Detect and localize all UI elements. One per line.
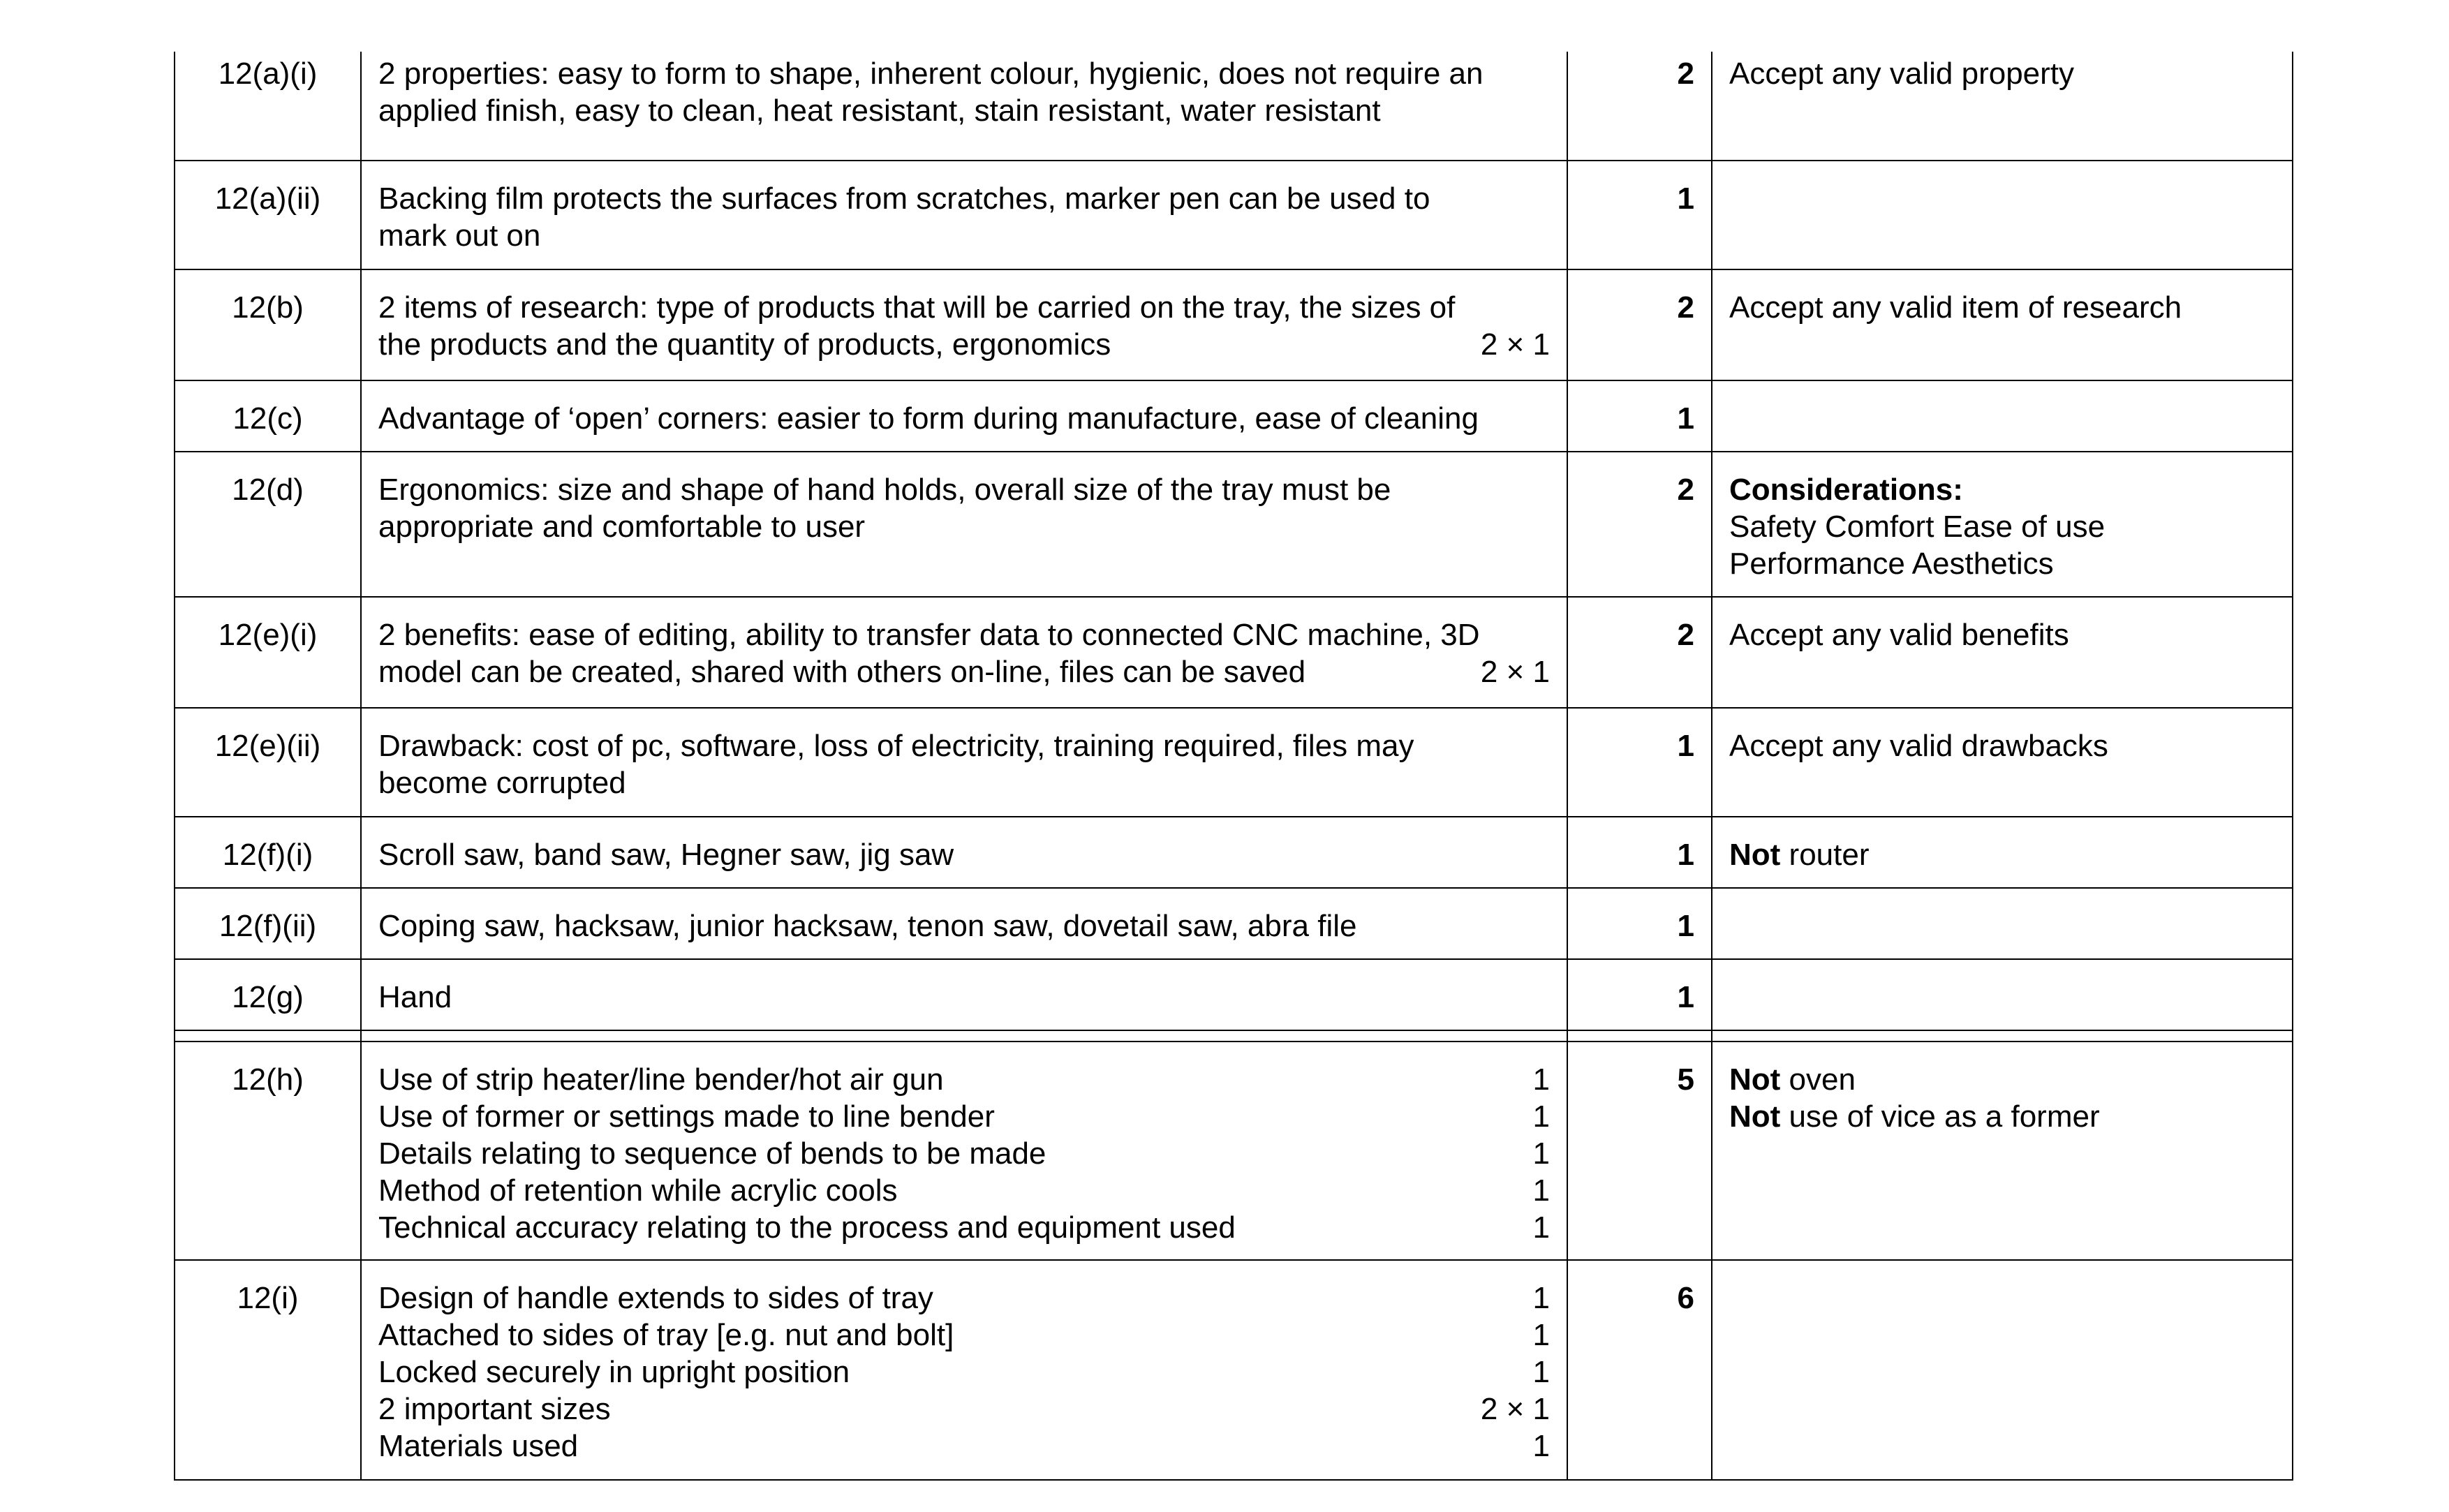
table-row: [175, 888, 2293, 959]
marks-value: 1: [1567, 708, 1712, 817]
guidance-line: [1729, 289, 2275, 326]
answer-points: 1: [1532, 1136, 1550, 1171]
table-row: [175, 1042, 2293, 1260]
guidance-emphasis: Not: [1729, 1099, 1781, 1134]
answer-cell: [361, 959, 1567, 1030]
answer-cell: [361, 161, 1567, 269]
table-row: [175, 269, 2293, 380]
answer-line: [378, 471, 1550, 508]
answer-line: [378, 1135, 1550, 1172]
guidance-cell: [1712, 269, 2293, 380]
answer-cell: [361, 52, 1567, 161]
marks-value: 5: [1567, 1042, 1712, 1260]
answer-points: 1: [1532, 1355, 1550, 1389]
table-row: [175, 708, 2293, 817]
table-row: [175, 817, 2293, 888]
mark-scheme-body: [175, 52, 2293, 1480]
answer-points: 1: [1532, 1281, 1550, 1315]
guidance-line: [1729, 616, 2275, 653]
marks-value: 2: [1567, 597, 1712, 708]
guidance-line: [1729, 1098, 2275, 1135]
answer-line: [378, 326, 1550, 363]
answer-text: Locked securely in upright position: [378, 1355, 850, 1389]
question-number: 12(d): [175, 452, 361, 597]
answer-text: 2 properties: easy to form to shape, inherent colour, hygienic, does not require an: [378, 57, 1484, 91]
table-row: [175, 959, 2293, 1030]
answer-cell: [361, 817, 1567, 888]
guidance-text: Accept any valid property: [1729, 57, 2075, 91]
section-divider: [175, 1030, 2293, 1042]
answer-points: 1: [1532, 1210, 1550, 1245]
answer-text: Use of strip heater/line bender/hot air gun: [378, 1062, 944, 1097]
answer-points: 1: [1532, 1099, 1550, 1134]
answer-line: [378, 727, 1550, 764]
guidance-text: Accept any valid benefits: [1729, 618, 2069, 652]
answer-points: 2 × 1: [1480, 327, 1550, 362]
section-divider-cell: [175, 1030, 361, 1042]
question-number: 12(f)(i): [175, 817, 361, 888]
answer-cell: [361, 452, 1567, 597]
marks-value: 6: [1567, 1260, 1712, 1480]
question-number: 12(a)(ii): [175, 161, 361, 269]
section-divider-cell: [1712, 1030, 2293, 1042]
guidance-cell: [1712, 888, 2293, 959]
guidance-text: use of vice as a former: [1780, 1099, 2100, 1134]
marks-value: 2: [1567, 52, 1712, 161]
answer-line: [378, 217, 1550, 254]
section-divider-cell: [361, 1030, 1567, 1042]
answer-line: [378, 907, 1550, 944]
guidance-text: oven: [1780, 1062, 1856, 1097]
marks-value: 1: [1567, 817, 1712, 888]
guidance-text: Accept any valid item of research: [1729, 290, 2182, 325]
answer-line: [378, 1280, 1550, 1317]
answer-line: [378, 764, 1550, 801]
guidance-cell: [1712, 597, 2293, 708]
guidance-line: [1729, 836, 2275, 873]
guidance-cell: [1712, 52, 2293, 161]
answer-text: Materials used: [378, 1429, 579, 1463]
answer-text: Drawback: cost of pc, software, loss of electricity, training required, files may: [378, 729, 1414, 763]
question-number: 12(e)(i): [175, 597, 361, 708]
answer-line: [378, 92, 1550, 129]
guidance-cell: [1712, 708, 2293, 817]
table-row: [175, 161, 2293, 269]
guidance-cell: [1712, 1042, 2293, 1260]
marks-value: 1: [1567, 161, 1712, 269]
question-number: 12(a)(i): [175, 52, 361, 161]
answer-text: Method of retention while acrylic cools: [378, 1173, 898, 1208]
answer-line: [378, 1391, 1550, 1428]
guidance-cell: [1712, 452, 2293, 597]
guidance-cell: [1712, 380, 2293, 452]
table-row: [175, 380, 2293, 452]
table-row: [175, 597, 2293, 708]
guidance-text: Safety Comfort Ease of use: [1729, 510, 2106, 544]
answer-line: [378, 1354, 1550, 1391]
answer-text: Backing film protects the surfaces from scratches, marker pen can be used to: [378, 181, 1430, 216]
answer-text: Design of handle extends to sides of tray: [378, 1281, 933, 1315]
answer-text: Scroll saw, band saw, Hegner saw, jig saw: [378, 838, 954, 872]
guidance-cell: [1712, 817, 2293, 888]
answer-line: [378, 400, 1550, 437]
answer-points: 1: [1532, 1318, 1550, 1352]
answer-line: [378, 616, 1550, 653]
answer-line: [378, 1317, 1550, 1354]
answer-text: 2 benefits: ease of editing, ability to transfer data to connected CNC machine, 3D: [378, 618, 1480, 652]
guidance-cell: [1712, 959, 2293, 1030]
answer-line: [378, 1061, 1550, 1098]
guidance-emphasis: Considerations:: [1729, 473, 1963, 507]
guidance-cell: [1712, 161, 2293, 269]
marks-value: 1: [1567, 959, 1712, 1030]
answer-line: [378, 55, 1550, 92]
answer-line: [378, 508, 1550, 545]
guidance-line: [1729, 1061, 2275, 1098]
answer-text: Ergonomics: size and shape of hand holds, overall size of the tray must be: [378, 473, 1391, 507]
answer-cell: [361, 597, 1567, 708]
answer-text: 2 important sizes: [378, 1392, 611, 1426]
answer-text: become corrupted: [378, 766, 626, 800]
answer-points: 1: [1532, 1062, 1550, 1097]
answer-line: [378, 1098, 1550, 1135]
marks-value: 1: [1567, 888, 1712, 959]
table-row: [175, 1260, 2293, 1480]
section-divider-cell: [1567, 1030, 1712, 1042]
answer-text: Use of former or settings made to line bender: [378, 1099, 995, 1134]
answer-text: Hand: [378, 980, 452, 1014]
guidance-text: router: [1780, 838, 1870, 872]
table-row: [175, 52, 2293, 161]
guidance-cell: [1712, 1260, 2293, 1480]
answer-line: [378, 180, 1550, 217]
question-number: 12(h): [175, 1042, 361, 1260]
answer-line: [378, 1209, 1550, 1246]
guidance-line: [1729, 727, 2275, 764]
answer-line: [378, 979, 1550, 1016]
answer-cell: [361, 1042, 1567, 1260]
answer-points: 1: [1532, 1429, 1550, 1463]
answer-cell: [361, 1260, 1567, 1480]
answer-cell: [361, 708, 1567, 817]
guidance-emphasis: Not: [1729, 1062, 1781, 1097]
answer-text: Attached to sides of tray [e.g. nut and bolt]: [378, 1318, 954, 1352]
answer-text: appropriate and comfortable to user: [378, 510, 866, 544]
guidance-text: Accept any valid drawbacks: [1729, 729, 2108, 763]
guidance-line: [1729, 545, 2275, 582]
table-row: [175, 452, 2293, 597]
answer-cell: [361, 888, 1567, 959]
question-number: 12(f)(ii): [175, 888, 361, 959]
answer-text: model can be created, shared with others on-line, files can be saved: [378, 655, 1306, 689]
question-number: 12(e)(ii): [175, 708, 361, 817]
marks-value: 1: [1567, 380, 1712, 452]
question-number: 12(c): [175, 380, 361, 452]
guidance-line: [1729, 471, 2275, 508]
marks-value: 2: [1567, 452, 1712, 597]
answer-text: 2 items of research: type of products that will be carried on the tray, the sizes of: [378, 290, 1456, 325]
answer-line: [378, 289, 1550, 326]
answer-cell: [361, 269, 1567, 380]
answer-line: [378, 1172, 1550, 1209]
answer-line: [378, 1428, 1550, 1465]
answer-line: [378, 653, 1550, 690]
answer-line: [378, 836, 1550, 873]
answer-points: 2 × 1: [1480, 655, 1550, 689]
guidance-emphasis: Not: [1729, 838, 1781, 872]
question-number: 12(g): [175, 959, 361, 1030]
mark-scheme-table: [174, 52, 2293, 1481]
marks-value: 2: [1567, 269, 1712, 380]
answer-text: Advantage of ‘open’ corners: easier to form during manufacture, ease of cleaning: [378, 401, 1479, 436]
guidance-line: [1729, 55, 2275, 92]
answer-points: 1: [1532, 1173, 1550, 1208]
guidance-line: [1729, 508, 2275, 545]
answer-text: Details relating to sequence of bends to be made: [378, 1136, 1046, 1171]
answer-text: applied finish, easy to clean, heat resistant, stain resistant, water resistant: [378, 94, 1381, 128]
answer-cell: [361, 380, 1567, 452]
guidance-text: Performance Aesthetics: [1729, 547, 2054, 581]
answer-text: mark out on: [378, 218, 541, 253]
question-number: 12(b): [175, 269, 361, 380]
question-number: 12(i): [175, 1260, 361, 1480]
answer-text: Coping saw, hacksaw, junior hacksaw, tenon saw, dovetail saw, abra file: [378, 909, 1357, 943]
answer-text: the products and the quantity of products, ergonomics: [378, 327, 1111, 362]
answer-text: Technical accuracy relating to the process and equipment used: [378, 1210, 1236, 1245]
answer-points: 2 × 1: [1480, 1392, 1550, 1426]
